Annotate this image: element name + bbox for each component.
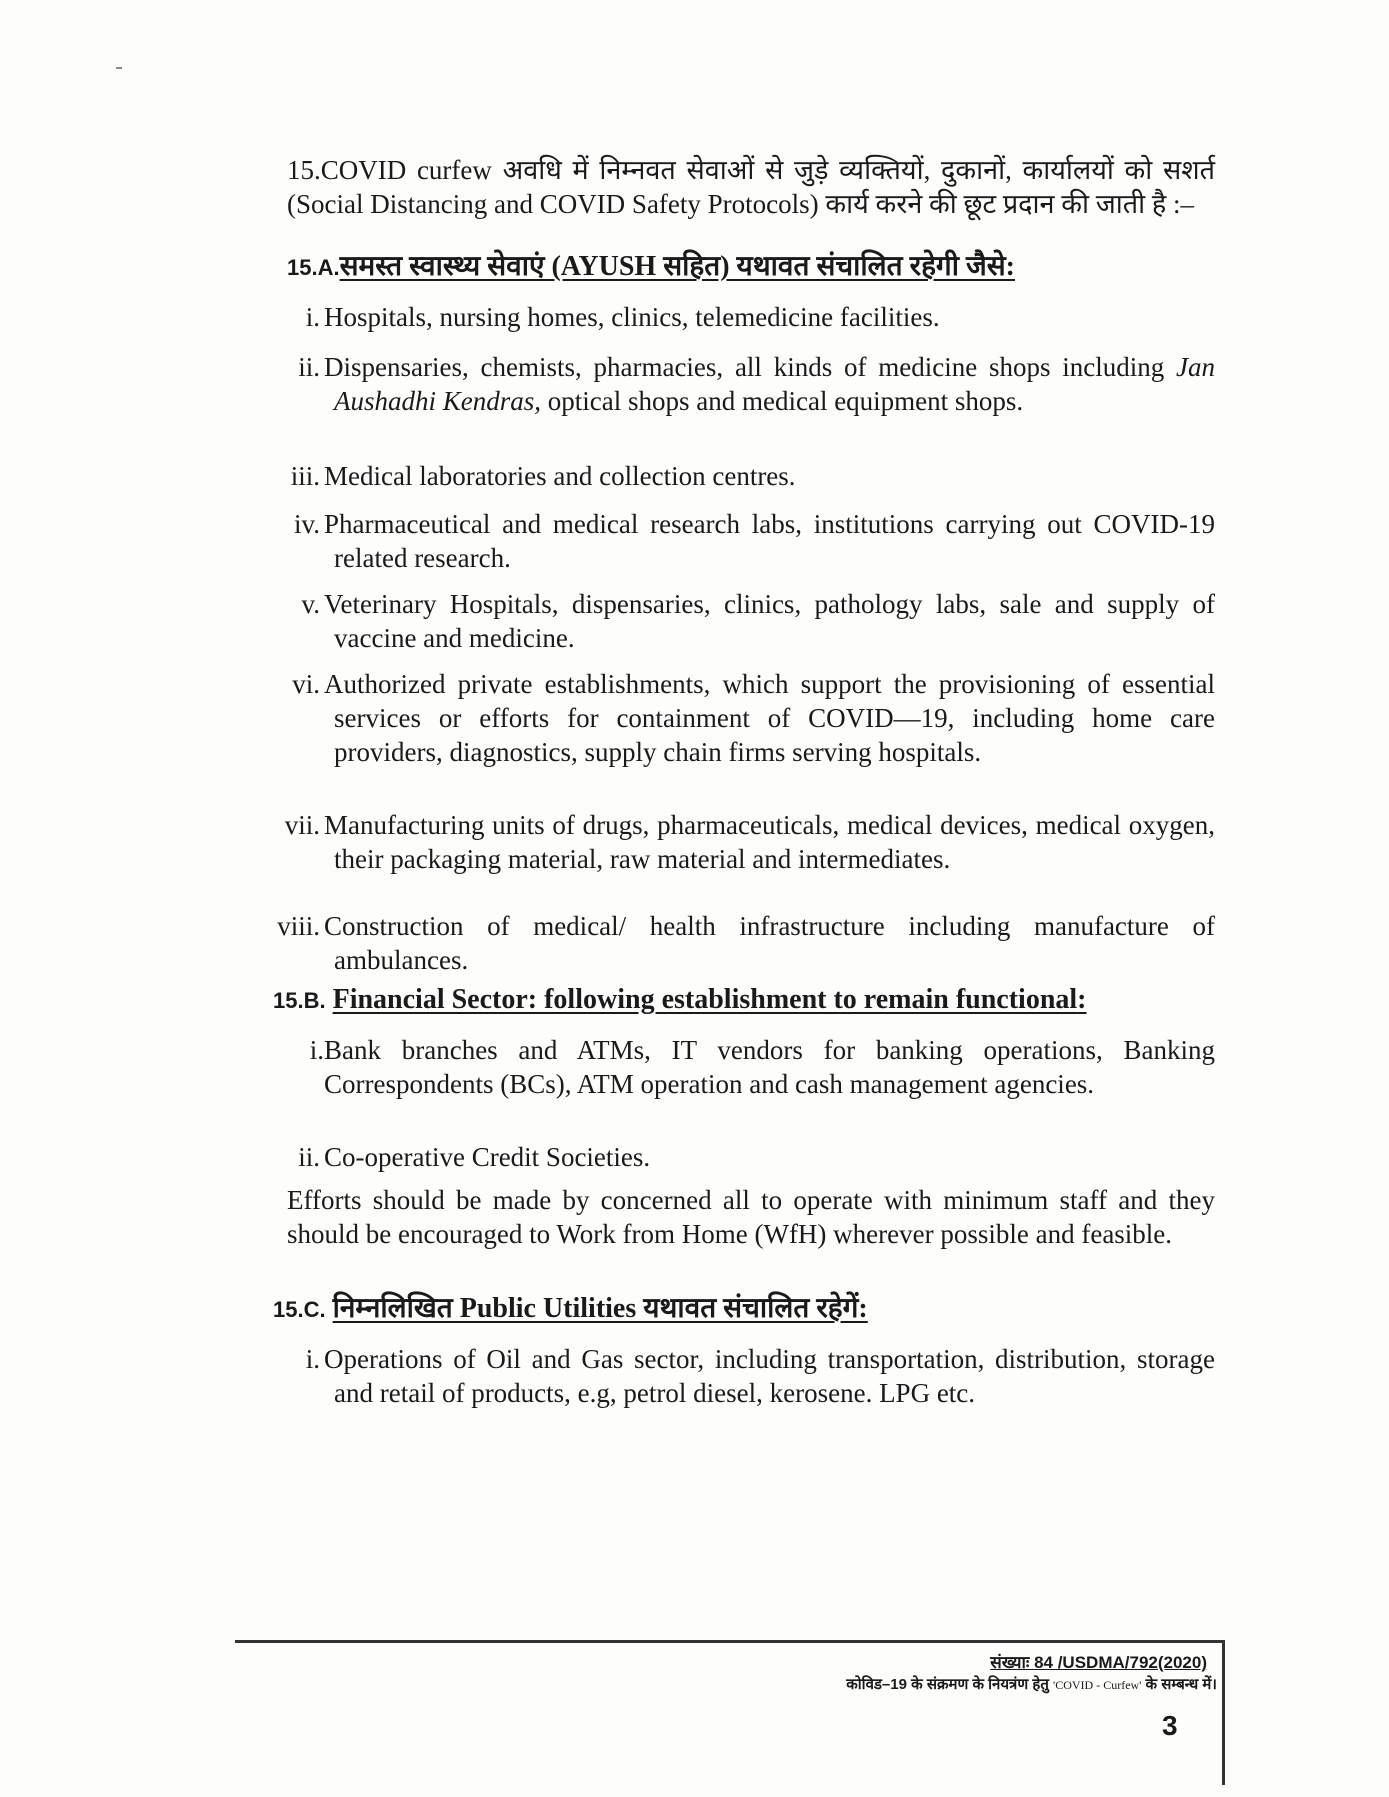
item-text: Bank branches and ATMs, IT vendors for banking operations, Banking Correspondents (BCs), ATM operation and cash management agencies. bbox=[324, 1035, 1215, 1099]
list-item bbox=[280, 459, 1215, 493]
item-text: Pharmaceutical and medical research labs, institutions carrying out COVID-19 related research. bbox=[324, 509, 1215, 573]
item-numeral: v. bbox=[301, 589, 320, 619]
item-text-part: Dispensaries, chemists, pharmacies, all kinds of medicine shops including bbox=[324, 352, 1177, 382]
item-text: Operations of Oil and Gas sector, including transportation, distribution, storage and retail of products, e.g, petrol diesel, kerosene. LPG etc. bbox=[324, 1344, 1215, 1408]
item-numeral: vii. bbox=[284, 810, 320, 840]
section-b-heading bbox=[273, 983, 1087, 1018]
item-text: Hospitals, nursing homes, clinics, telemedicine facilities. bbox=[324, 302, 940, 332]
item-numeral: vi. bbox=[292, 669, 320, 699]
item-text: Co-operative Credit Societies. bbox=[324, 1142, 651, 1172]
section-a-label: 15.A. bbox=[287, 255, 340, 280]
item-text: Veterinary Hospitals, dispensaries, clinics, pathology labs, sale and supply of vaccine and medicine. bbox=[324, 589, 1215, 653]
section-c-heading bbox=[273, 1292, 868, 1327]
scan-mark bbox=[116, 67, 122, 69]
section-b-label: 15.B. bbox=[273, 988, 326, 1013]
footer-vertical-rule bbox=[1222, 1640, 1225, 1785]
footer-subject-prefix: कोविड–19 के संक्रमण के नियत्रंण हेतु bbox=[846, 1676, 1054, 1693]
footer-subject bbox=[846, 1674, 1217, 1694]
item-text bbox=[324, 350, 1215, 418]
footer-subject-small: 'COVID - Curfew' bbox=[1053, 1678, 1142, 1692]
list-item bbox=[280, 350, 1215, 418]
list-item bbox=[280, 507, 1215, 575]
list-item bbox=[280, 667, 1215, 769]
list-item bbox=[280, 1342, 1215, 1410]
footer-reference: संख्याः 84 /USDMA/792(2020) bbox=[990, 1653, 1207, 1672]
intro-paragraph bbox=[287, 153, 1215, 221]
item-text: Authorized private establishments, which support the provisioning of essential services or efforts for containment of COVID—19, including home care providers, diagnostics, supply chain firms serving hospitals. bbox=[324, 669, 1215, 767]
section-a-heading bbox=[287, 250, 1015, 285]
item-text: Construction of medical/ health infrastructure including manufacture of ambulances. bbox=[324, 911, 1215, 975]
footer-rule bbox=[235, 1640, 1225, 1643]
item-text-italic: Jan Aushadhi Kendras, bbox=[334, 352, 1215, 416]
list-item bbox=[280, 1140, 1215, 1174]
item-text-part: optical shops and medical equipment shops. bbox=[541, 386, 1024, 416]
item-numeral: ii. bbox=[298, 352, 320, 382]
item-text: Manufacturing units of drugs, pharmaceuticals, medical devices, medical oxygen, their packaging material, raw material and intermediates. bbox=[324, 810, 1215, 874]
item-numeral: viii. bbox=[277, 911, 320, 941]
item-text: Medical laboratories and collection centres. bbox=[324, 461, 796, 491]
list-item bbox=[280, 808, 1215, 876]
footer-subject-suffix: के सम्बन्ध में। bbox=[1141, 1676, 1217, 1693]
section-b-colon: : bbox=[1077, 984, 1087, 1015]
list-item bbox=[280, 300, 1215, 334]
intro-text: COVID curfew अवधि में निम्नवत सेवाओं से जुड़े व्यक्तियों, दुकानों, कार्यालयों को सशर्त (Social Distancing and COVID Safety Protocols) कार्य करने की छूट प्रदान की जाती है :– bbox=[287, 155, 1215, 219]
item-numeral: i. bbox=[309, 1035, 324, 1065]
item-numeral: i. bbox=[305, 1344, 320, 1374]
intro-number: 15. bbox=[287, 155, 321, 185]
section-b-title: Financial Sector: following establishment to remain functional bbox=[332, 984, 1078, 1015]
item-numeral: iv. bbox=[294, 509, 320, 539]
section-b-note: Efforts should be made by concerned all to operate with minimum staff and they should be encouraged to Work from Home (WfH) wherever possible and feasible. bbox=[287, 1185, 1215, 1249]
item-numeral: iii. bbox=[290, 461, 320, 491]
section-c-label: 15.C. bbox=[273, 1297, 326, 1322]
section-a-title: समस्त स्वास्थ्य सेवाएं (AYUSH सहित) यथावत संचालित रहेगी जैसे: bbox=[339, 251, 1015, 282]
list-item bbox=[280, 1033, 1215, 1101]
section-c-title: निम्नलिखित Public Utilities यथावत संचालित रहेगें: bbox=[332, 1293, 868, 1324]
item-numeral: i. bbox=[305, 302, 320, 332]
page-number: 3 bbox=[1162, 1710, 1178, 1741]
item-numeral: ii. bbox=[298, 1142, 320, 1172]
list-item bbox=[280, 587, 1215, 655]
list-item bbox=[277, 909, 1215, 977]
